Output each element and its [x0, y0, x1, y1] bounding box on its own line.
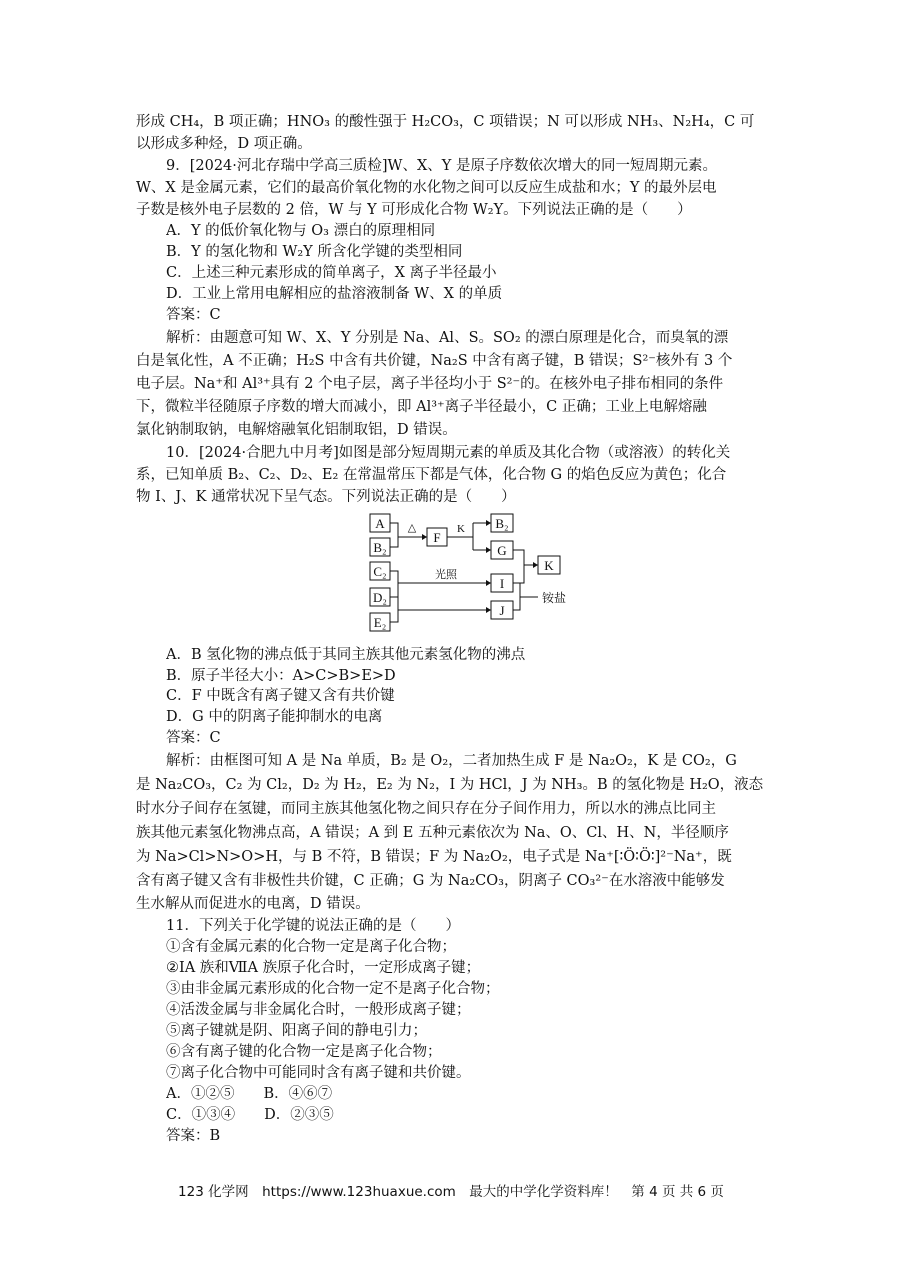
- text-line: 含有离子键又含有非极性共价键，C 正确；G 为 Na₂CO₃，阴离子 CO₃²⁻在水溶液中能够发: [136, 873, 725, 889]
- answer-10: 答案：C: [166, 730, 221, 746]
- box-f-label: F: [433, 530, 441, 545]
- statement-7: ⑦离子化合物中可能同时含有离子键和共价键。: [166, 1065, 471, 1081]
- k-reagent-label: K: [457, 523, 465, 535]
- page-footer: 123 化学网 https://www.123huaxue.com 最大的中学化学资料库！ 第 4 页 共 6 页: [178, 1184, 724, 1200]
- statement-5: ⑤离子键就是阴、阳离子间的静电引力；: [166, 1023, 427, 1039]
- question-11-stem: 11．下列关于化学键的说法正确的是（ ）: [166, 918, 460, 934]
- option-c: C．上述三种元素形成的简单离子，X 离子半径最小: [166, 265, 497, 281]
- box-d2-label: D₂: [373, 590, 387, 605]
- text-line: 系，已知单质 B₂、C₂、D₂、E₂ 在常温常压下都是气体，化合物 G 的焰色反应为黄色；化合: [136, 467, 727, 483]
- box-c2-label: C₂: [373, 564, 387, 579]
- question-10-stem: 10．[2024·合肥九中月考]如图是部分短周期元素的单质及其化合物（或溶液）的转化关: [166, 445, 731, 461]
- box-j-label: J: [499, 603, 505, 618]
- box-g-label: G: [497, 543, 507, 558]
- arrow-de-j: [390, 597, 491, 622]
- box-a-label: A: [375, 516, 385, 531]
- text-line: 白是氧化性，A 不正确；H₂S 中含有共价键，Na₂S 中含有离子键，B 错误；S²⁻核外有 3 个: [136, 353, 733, 369]
- option-d: D．G 中的阴离子能抑制水的电离: [166, 709, 383, 725]
- box-b2-product-label: B₂: [495, 516, 509, 531]
- statement-1: ①含有金属元素的化合物一定是离子化合物；: [166, 939, 456, 955]
- text-line: 时水分子间存在氢键，而同主族其他氢化物之间只存在分子间作用力，所以水的沸点比同主: [136, 801, 716, 817]
- statement-4: ④活泼金属与非金属化合时，一般形成离子键；: [166, 1002, 471, 1018]
- option-a: A．Y 的低价氧化物与 O₃ 漂白的原理相同: [166, 223, 436, 239]
- text-line: W、X 是金属元素，它们的最高价氧化物的水化物之间可以反应生成盐和水；Y 的最外层电: [136, 180, 717, 196]
- light-label: 光照: [435, 569, 457, 581]
- text-line: 以形成多种烃，D 项正确。: [136, 136, 312, 152]
- analysis-10: 解析：由框图可知 A 是 Na 单质，B₂ 是 O₂，二者加热生成 F 是 Na₂O₂，K 是 CO₂，G: [166, 753, 737, 769]
- text-line: 电子层。Na⁺和 Al³⁺具有 2 个电子层，离子半径均小于 S²⁻的。在核外电子排布相同的条件: [136, 376, 724, 392]
- option-b: B．原子半径大小：A>C>B>E>D: [166, 668, 396, 684]
- text-line: 为 Na>Cl>N>O>H，与 B 不符，B 错误；F 为 Na₂O₂，电子式是 Na⁺[∶Ö∶Ö∶]²⁻Na⁺，既: [136, 849, 732, 865]
- box-e2-label: E₂: [373, 615, 387, 630]
- ammonium-salt-label: 铵盐: [542, 591, 567, 605]
- analysis-9: 解析：由题意可知 W、X、Y 分别是 Na、Al、S。SO₂ 的漂白原理是化合，而臭氧的漂: [166, 330, 729, 346]
- options-ab: A．①②⑤ B．④⑥⑦: [166, 1086, 333, 1102]
- box-i-label: I: [499, 576, 505, 591]
- text-line: 物 I、J、K 通常状况下呈气态。下列说法正确的是（ ）: [136, 489, 516, 505]
- option-b: B．Y 的氢化物和 W₂Y 所含化学键的类型相同: [166, 244, 463, 260]
- answer-9: 答案：C: [166, 307, 221, 323]
- text-line: 是 Na₂CO₃，C₂ 为 Cl₂，D₂ 为 H₂，E₂ 为 N₂，I 为 HCl，J 为 NH₃。B 的氢化物是 H₂O，液态: [136, 777, 764, 793]
- statement-3: ③由非金属元素形成的化合物一定不是离子化合物；: [166, 981, 500, 997]
- option-c: C．F 中既含有离子键又含有共价键: [166, 688, 395, 704]
- box-b2-label: B₂: [373, 540, 387, 555]
- option-a: A．B 氢化物的沸点低于其同主族其他元素氢化物的沸点: [166, 647, 526, 663]
- statement-2: ②ⅠA 族和ⅦA 族原子化合时，一定形成离子键；: [166, 960, 481, 976]
- option-d: D．工业上常用电解相应的盐溶液制备 W、X 的单质: [166, 286, 503, 302]
- question-9-stem: 9．[2024·河北存瑞中学高三质检]W、X、Y 是原子序数依次增大的同一短周期元素。: [166, 158, 717, 174]
- box-k-label: K: [544, 558, 554, 573]
- text-line: 形成 CH₄，B 项正确；HNO₃ 的酸性强于 H₂CO₃，C 项错误；N 可以形成 NH₃、N₂H₄，C 可: [136, 114, 755, 130]
- text-line: 族其他元素氢化物沸点高，A 错误；A 到 E 五种元素依次为 Na、O、Cl、H、N，半径顺序: [136, 825, 729, 841]
- arrow-ij-salt: [513, 583, 538, 610]
- text-line: 子数是核外电子层数的 2 倍，W 与 Y 可形成化合物 W₂Y。下列说法正确的是（ ）: [136, 202, 692, 218]
- heat-label: △: [407, 522, 417, 534]
- options-cd: C．①③④ D．②③⑤: [166, 1107, 334, 1123]
- arrow-f-b2g: [447, 523, 491, 550]
- text-line: 生水解从而促进水的电离，D 错误。: [136, 896, 370, 912]
- answer-11: 答案：B: [166, 1128, 221, 1144]
- conversion-diagram: [360, 512, 600, 637]
- statement-6: ⑥含有离子键的化合物一定是离子化合物；: [166, 1044, 442, 1060]
- text-line: 下，微粒半径随原子序数的增大而减小，即 Al³⁺离子半径最小，C 正确；工业上电解熔融: [136, 399, 707, 415]
- text-line: 氯化钠制取钠，电解熔融氧化铝制取铝，D 错误。: [136, 422, 457, 438]
